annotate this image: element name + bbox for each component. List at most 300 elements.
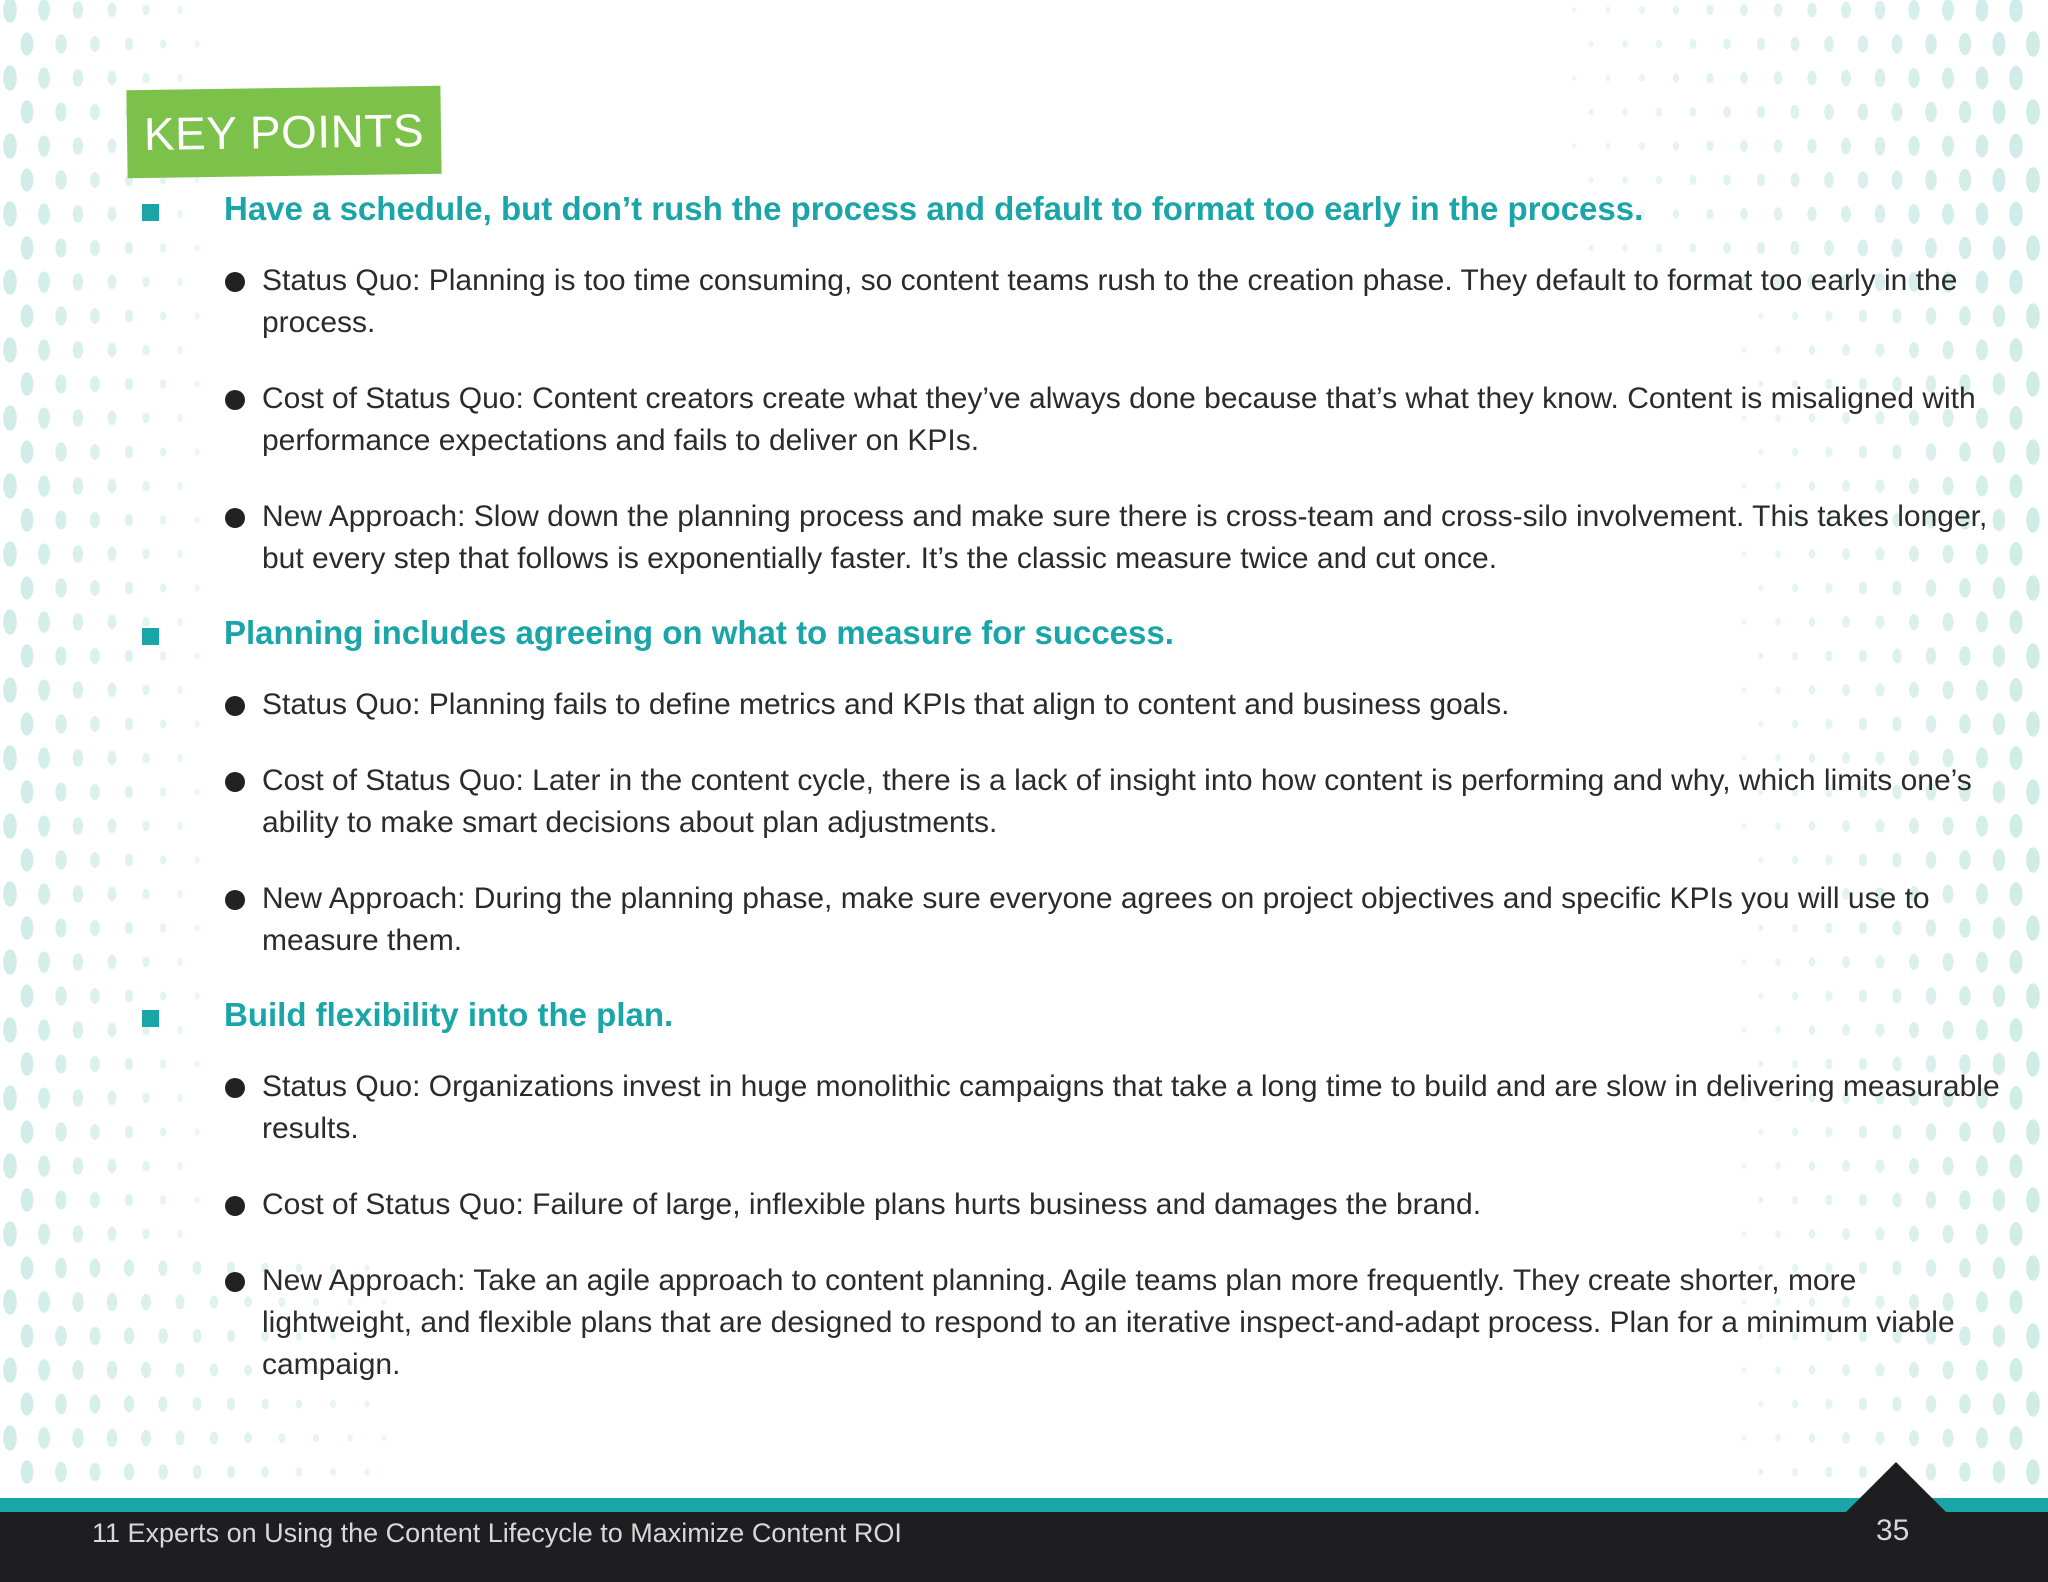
list-item [140, 260, 2002, 344]
key-points-label: KEY POINTS [143, 104, 425, 160]
pattern-dot [1909, 342, 1919, 358]
footer-document-title: 11 Experts on Using the Content Lifecycle to Maximize Content ROI [92, 1518, 902, 1548]
pattern-dot [1791, 37, 1800, 51]
pattern-dot [73, 885, 83, 903]
pattern-dot [90, 1124, 100, 1140]
round-bullet-icon [225, 1078, 245, 1098]
section-heading-text: Build flexibility into the plan. [224, 996, 674, 1033]
pattern-dot [21, 1392, 34, 1415]
pattern-dot [1656, 40, 1662, 49]
pattern-dot [2010, 950, 2023, 974]
pattern-dot [108, 139, 117, 153]
pattern-dot [1976, 134, 1989, 157]
pattern-dot [1622, 40, 1628, 48]
pattern-dot [2026, 371, 2040, 396]
pattern-dot [1925, 238, 1937, 259]
pattern-dot [227, 1466, 235, 1478]
pattern-dot [125, 1126, 133, 1139]
pattern-dot [2010, 474, 2023, 498]
pattern-dot [90, 716, 100, 732]
pattern-dot [38, 1291, 50, 1313]
pattern-dot [1976, 1155, 1988, 1176]
pattern-dot [1706, 5, 1713, 16]
pattern-dot [90, 784, 100, 800]
pattern-dot [38, 1155, 50, 1176]
pattern-dot [55, 850, 66, 869]
pattern-dot [108, 887, 117, 901]
pattern-dot [125, 582, 133, 595]
pattern-dot [1942, 203, 1954, 224]
pattern-dot [108, 1023, 117, 1037]
pattern-dot [2010, 1154, 2023, 1178]
pattern-dot [2010, 882, 2023, 906]
pattern-dot [73, 1157, 83, 1175]
pattern-dot [1993, 985, 2005, 1008]
pattern-dot [1807, 71, 1816, 86]
pattern-dot [3, 133, 17, 158]
pattern-dot [1992, 100, 2005, 124]
pattern-dot [1841, 138, 1851, 155]
pattern-dot [1824, 172, 1834, 188]
pattern-dot [1775, 1434, 1781, 1442]
pattern-dot [1926, 1395, 1936, 1412]
pattern-dot [261, 1467, 268, 1478]
pattern-dot [1959, 237, 1971, 259]
pattern-dot [38, 67, 50, 88]
pattern-dot [2026, 1391, 2040, 1416]
pattern-dot [38, 271, 50, 292]
pattern-dot [1926, 851, 1936, 868]
pattern-dot [1959, 33, 1971, 55]
pattern-dot [1909, 478, 1919, 494]
pattern-dot [1824, 104, 1834, 120]
pattern-dot [1943, 1157, 1954, 1176]
pattern-dot [347, 1434, 353, 1442]
pattern-dot [21, 508, 34, 531]
pattern-dot [2026, 575, 2040, 600]
square-bullet-icon [142, 628, 159, 645]
pattern-dot [244, 1432, 252, 1444]
pattern-dot [2010, 746, 2023, 770]
pattern-dot [1909, 1158, 1919, 1174]
pattern-dot [1909, 1226, 1919, 1242]
pattern-dot [3, 949, 17, 974]
list-item [140, 1260, 2002, 1386]
list-item-text: Cost of Status Quo: Failure of large, inflexible plans hurts business and damages the brand. [262, 1188, 1482, 1221]
pattern-dot [1976, 66, 1989, 89]
pattern-dot [90, 36, 100, 52]
pattern-dot [2009, 0, 2022, 22]
pattern-dot [1925, 102, 1937, 123]
pattern-dot [21, 1188, 34, 1211]
pattern-dot [55, 986, 66, 1005]
pattern-dot [124, 1327, 134, 1344]
section-schedule [140, 188, 1988, 580]
pattern-dot [1959, 1462, 1970, 1482]
pattern-dot [1925, 170, 1937, 191]
pattern-dot [90, 1056, 100, 1072]
section-heading [140, 612, 1900, 664]
pattern-dot [108, 547, 117, 561]
pattern-dot [125, 242, 133, 255]
pattern-dot [2026, 1459, 2040, 1484]
pattern-dot [1943, 477, 1954, 496]
pattern-dot [1993, 1393, 2005, 1416]
pattern-dot [1706, 141, 1713, 152]
round-bullet-icon [225, 508, 245, 528]
pattern-dot [90, 920, 100, 936]
pattern-dot [125, 446, 133, 459]
pattern-dot [1976, 1019, 1988, 1040]
pattern-dot [3, 609, 17, 634]
pattern-dot [21, 304, 34, 327]
pattern-dot [108, 343, 117, 357]
page-number: 35 [1876, 1514, 1910, 1547]
pattern-dot [1639, 6, 1645, 14]
pattern-dot [2026, 439, 2040, 464]
pattern-dot [55, 510, 66, 529]
pattern-dot [21, 236, 34, 259]
pattern-dot [1639, 74, 1645, 82]
pattern-dot [108, 955, 117, 969]
pattern-dot [1807, 139, 1816, 154]
pattern-dot [1926, 987, 1936, 1004]
pattern-dot [3, 677, 17, 702]
pattern-dot [1908, 204, 1919, 224]
pattern-dot [1942, 135, 1954, 156]
pattern-dot [90, 308, 100, 324]
pattern-dot [2009, 202, 2022, 227]
pattern-dot [2010, 542, 2023, 566]
pattern-dot [1876, 1431, 1885, 1445]
pattern-dot [1589, 109, 1594, 116]
pattern-dot [2010, 1358, 2023, 1382]
pattern-dot [125, 38, 133, 51]
pattern-dot [72, 1360, 83, 1380]
footer-accent-stripe [0, 1498, 2048, 1512]
pattern-dot [55, 1190, 66, 1209]
pattern-dot [21, 1460, 34, 1483]
pattern-dot [177, 6, 183, 14]
pattern-dot [1992, 32, 2005, 56]
pattern-dot [2010, 338, 2023, 362]
pattern-dot [108, 819, 117, 833]
pattern-dot [1976, 1223, 1988, 1244]
pattern-dot [38, 543, 50, 564]
pattern-dot [141, 1430, 151, 1446]
pattern-dot [108, 751, 117, 765]
pattern-dot [2026, 303, 2040, 328]
pattern-dot [38, 1359, 50, 1381]
section-flexibility [140, 994, 2000, 1386]
list-item [140, 378, 2002, 462]
list-item-text: Cost of Status Quo: Content creators create what they’ve always done because that’s what they know. Content is misaligned with performance expectations and fails to deliver on KPIs. [262, 382, 1976, 457]
pattern-dot [55, 1326, 67, 1347]
pattern-dot [296, 1467, 303, 1477]
pattern-dot [108, 207, 117, 221]
pattern-dot [125, 1194, 133, 1207]
pattern-dot [1841, 2, 1851, 19]
pattern-dot [21, 644, 34, 667]
pattern-dot [2009, 270, 2022, 295]
pattern-dot [108, 1159, 117, 1173]
pattern-dot [1807, 3, 1816, 18]
pattern-dot [1622, 108, 1628, 116]
pattern-dot [1757, 38, 1765, 51]
pattern-dot [38, 203, 50, 224]
pattern-dot [194, 177, 199, 184]
pattern-dot [1976, 611, 1988, 632]
pattern-dot [124, 1259, 134, 1276]
pattern-dot [55, 578, 66, 597]
pattern-dot [1976, 0, 1989, 22]
list-item-text: Status Quo: Organizations invest in huge monolithic campaigns that take a long time to build and are slow in delivering measurable results. [262, 1070, 2000, 1145]
pattern-dot [3, 1085, 17, 1110]
pattern-dot [21, 1256, 34, 1279]
pattern-dot [108, 1091, 117, 1105]
pattern-dot [38, 1087, 50, 1108]
pattern-dot [3, 1017, 17, 1042]
pattern-dot [108, 3, 117, 17]
pattern-dot [21, 32, 34, 55]
pattern-dot [1706, 73, 1713, 84]
pattern-dot [1639, 142, 1645, 150]
pattern-dot [2010, 1086, 2023, 1110]
pattern-dot [3, 1153, 17, 1178]
list-item-text: New Approach: Slow down the planning process and make sure there is cross-team and cross-silo involvement. This takes longer, but every step that follows is exponentially faster. It’s the classic measure twice and cut once. [262, 500, 1988, 575]
pattern-dot [125, 990, 133, 1003]
pattern-dot [55, 714, 66, 733]
pattern-dot [125, 786, 133, 799]
pattern-dot [21, 440, 34, 463]
pattern-dot [158, 1464, 168, 1480]
pattern-dot [38, 611, 50, 632]
pattern-dot [1959, 1394, 1970, 1414]
pattern-dot [1774, 139, 1783, 153]
pattern-dot [1959, 850, 1970, 870]
pattern-dot [55, 1054, 66, 1073]
round-bullet-icon [225, 390, 245, 410]
pattern-dot [38, 815, 50, 836]
pattern-dot [1993, 645, 2005, 668]
square-bullet-icon [142, 204, 159, 221]
pattern-dot [73, 1, 83, 19]
pattern-dot [21, 780, 34, 803]
pattern-dot [1858, 35, 1868, 52]
pattern-dot [90, 1327, 101, 1346]
pattern-dot [1673, 5, 1680, 15]
pattern-dot [38, 951, 50, 972]
pattern-dot [73, 817, 83, 835]
pattern-dot [1926, 647, 1936, 664]
pattern-dot [90, 172, 100, 188]
pattern-dot [3, 1425, 17, 1450]
pattern-dot [38, 339, 50, 360]
pattern-dot [3, 405, 17, 430]
pattern-dot [1875, 69, 1886, 87]
pattern-dot [1742, 1435, 1747, 1441]
pattern-dot [3, 881, 17, 906]
pattern-dot [1656, 108, 1662, 117]
pattern-dot [1908, 68, 1919, 88]
pattern-dot [2009, 134, 2022, 159]
pattern-dot [21, 1052, 34, 1075]
pattern-dot [38, 747, 50, 768]
section-measure [140, 612, 1972, 962]
pattern-dot [210, 1431, 218, 1444]
pattern-dot [124, 1395, 134, 1412]
pattern-dot [1622, 176, 1628, 184]
pattern-dot [330, 1468, 336, 1476]
pattern-dot [1959, 578, 1970, 598]
pattern-dot [38, 135, 50, 156]
pattern-dot [1925, 34, 1937, 55]
pattern-dot [72, 1428, 83, 1448]
list-item-text: Cost of Status Quo: Later in the content cycle, there is a lack of insight into how content is performing and why, which limits one’s ability to make smart decisions about plan adjustments. [262, 764, 1972, 839]
key-points-content [140, 188, 2000, 1420]
pattern-dot [55, 306, 66, 325]
pattern-dot [2010, 1290, 2023, 1314]
pattern-dot [1943, 1225, 1954, 1244]
pattern-dot [55, 1394, 67, 1415]
pattern-dot [38, 407, 50, 428]
pattern-dot [21, 576, 34, 599]
pattern-dot [2026, 1255, 2040, 1280]
point-list [140, 684, 1972, 962]
pattern-dot [1858, 171, 1868, 188]
pattern-dot [1673, 141, 1680, 151]
pattern-dot [1740, 140, 1748, 152]
pattern-dot [90, 580, 100, 596]
pattern-dot [1792, 1468, 1798, 1477]
pattern-dot [142, 72, 149, 83]
pattern-dot [108, 275, 117, 289]
pattern-dot [55, 34, 66, 53]
pattern-dot [125, 1058, 133, 1071]
point-list [140, 260, 1988, 580]
pattern-dot [21, 168, 34, 191]
pattern-dot [1842, 1432, 1850, 1444]
pattern-dot [90, 376, 100, 392]
pattern-dot [125, 718, 133, 731]
pattern-dot [1993, 849, 2005, 872]
pattern-dot [73, 1225, 83, 1243]
pattern-dot [3, 473, 17, 498]
pattern-dot [1942, 67, 1954, 88]
pattern-dot [2010, 1222, 2023, 1246]
pattern-dot [1875, 1, 1886, 19]
pattern-dot [193, 1465, 202, 1479]
pattern-dot [160, 39, 167, 49]
pattern-dot [142, 4, 149, 15]
pattern-dot [90, 444, 100, 460]
list-item [140, 760, 2002, 844]
pattern-dot [73, 69, 83, 87]
pattern-dot [38, 679, 50, 700]
pattern-dot [73, 477, 83, 495]
pattern-dot [1858, 103, 1868, 120]
pattern-dot [1605, 142, 1610, 149]
pattern-dot [108, 479, 117, 493]
pattern-dot [73, 409, 83, 427]
pattern-dot [1589, 177, 1594, 184]
pattern-dot [1825, 1467, 1832, 1478]
pattern-dot [124, 1463, 134, 1480]
pattern-dot [73, 545, 83, 563]
pattern-dot [1757, 106, 1765, 119]
pattern-dot [21, 372, 34, 395]
pattern-dot [55, 918, 66, 937]
pattern-dot [21, 712, 34, 735]
pattern-dot [1841, 70, 1851, 87]
pattern-dot [21, 916, 34, 939]
pattern-dot [125, 310, 133, 323]
pattern-dot [1908, 136, 1919, 156]
pattern-dot [1892, 171, 1903, 190]
pattern-dot [38, 1223, 50, 1244]
pattern-dot [2026, 643, 2040, 668]
pattern-dot [1892, 103, 1903, 122]
pattern-dot [364, 1468, 369, 1475]
pattern-dot [1690, 175, 1697, 185]
pattern-dot [55, 442, 66, 461]
pattern-dot [1976, 1427, 1988, 1448]
square-bullet-icon [142, 1010, 159, 1027]
pattern-dot [55, 1122, 66, 1141]
pattern-dot [55, 102, 66, 121]
pattern-dot [194, 41, 199, 48]
pattern-dot [1605, 6, 1610, 13]
list-item [140, 496, 2002, 580]
pattern-dot [3, 0, 17, 23]
pattern-dot [73, 613, 83, 631]
pattern-dot [1791, 173, 1800, 187]
pattern-dot [1690, 39, 1697, 49]
pattern-dot [1572, 7, 1577, 13]
pattern-dot [2026, 779, 2040, 804]
pattern-dot [177, 74, 183, 82]
pattern-dot [1992, 168, 2005, 192]
pattern-dot [108, 1227, 117, 1241]
pattern-dot [1589, 41, 1594, 48]
pattern-dot [38, 475, 50, 496]
pattern-dot [1942, 0, 1954, 21]
pattern-dot [1992, 236, 2005, 260]
pattern-dot [1824, 36, 1834, 52]
pattern-dot [2026, 847, 2040, 872]
section-heading [140, 188, 1900, 240]
point-list [140, 1066, 2000, 1386]
pattern-dot [72, 1292, 83, 1312]
pattern-dot [55, 782, 66, 801]
pattern-dot [21, 100, 34, 123]
pattern-dot [107, 1429, 118, 1447]
pattern-dot [2026, 1323, 2040, 1348]
pattern-dot [1976, 475, 1988, 496]
pattern-dot [1740, 4, 1748, 16]
pattern-dot [2026, 99, 2040, 125]
pattern-dot [21, 1324, 34, 1347]
pattern-dot [279, 1433, 286, 1443]
list-item-text: New Approach: Take an agile approach to content planning. Agile teams plan more frequently. They create shorter, more lightweight, and flexible plans that are designed to respond to an iterative inspect-and-adapt process. Plan for a minimum viable campaign. [262, 1264, 1955, 1381]
pattern-dot [90, 852, 100, 868]
footer-tab-triangle [1846, 1462, 1946, 1512]
pattern-dot [125, 854, 133, 867]
pattern-dot [1875, 137, 1886, 155]
pattern-dot [1605, 74, 1610, 81]
pattern-dot [2010, 1426, 2023, 1450]
pattern-dot [55, 1462, 67, 1483]
